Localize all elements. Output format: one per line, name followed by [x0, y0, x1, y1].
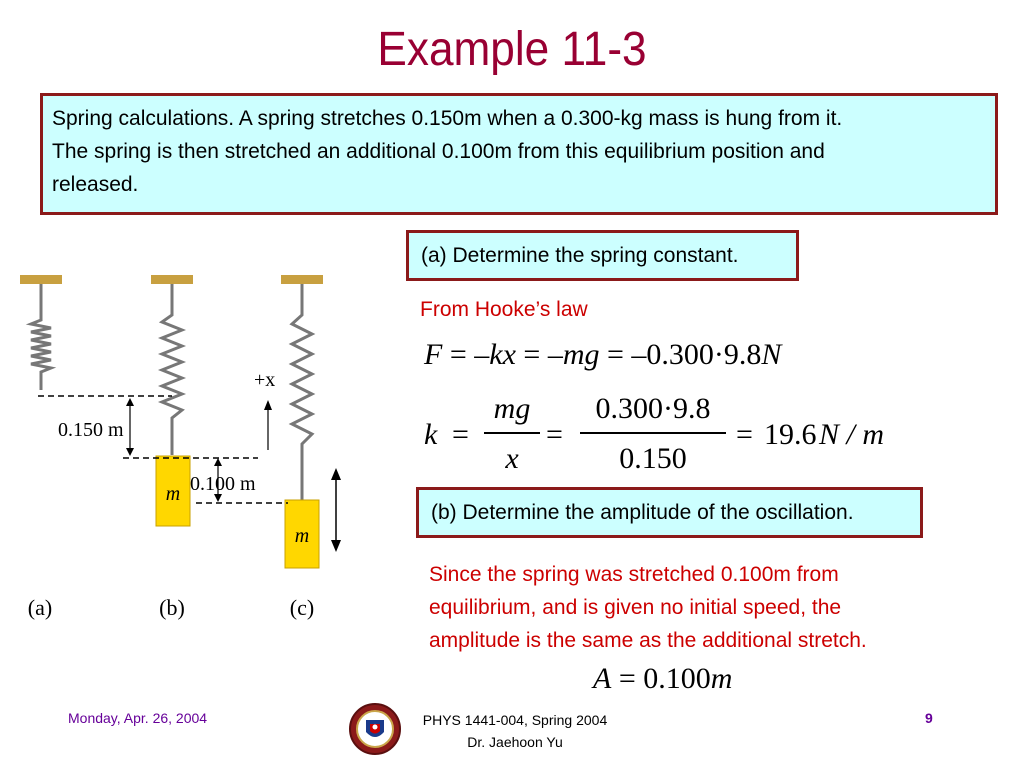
ceiling-c — [281, 275, 323, 284]
spring-figure — [18, 270, 358, 635]
explanation-line-2: equilibrium, and is given no initial speed, the — [429, 596, 842, 619]
explanation-line-3: amplitude is the same as the additional stretch. — [429, 629, 867, 652]
eq1-equals-2: = — [523, 338, 541, 371]
panel-label-c: (c) — [289, 595, 315, 620]
hooke-law-label: From Hooke’s law — [420, 298, 588, 321]
university-seal-logo — [348, 702, 402, 756]
eq1-equals-3: = — [606, 338, 624, 371]
spring-constant-equation — [424, 390, 924, 480]
eq1-kx: –kx — [474, 338, 516, 371]
stretch-0150-label: 0.150 m — [58, 419, 124, 441]
problem-statement-box — [40, 93, 998, 215]
eq1-mg: –mg — [547, 338, 600, 371]
panel-label-b: (b) — [159, 595, 185, 620]
eq1-equals-1: = — [449, 338, 467, 371]
eq1-F: F — [424, 338, 443, 371]
eq2-den2: 0.150 — [619, 442, 687, 475]
oscillation-arrow-up — [331, 468, 341, 480]
eq2-unit: N / m — [819, 418, 885, 451]
stretch-0100-label: 0.100 m — [190, 473, 256, 495]
eq3-equals: = — [618, 662, 636, 695]
ceiling-b — [151, 275, 193, 284]
mass-c-label: m — [294, 525, 310, 547]
oscillation-arrow-down — [331, 540, 341, 552]
spring-c — [292, 284, 312, 500]
spring-a — [31, 284, 51, 390]
dim-0150-arrow-up — [126, 398, 134, 406]
dim-0100-arrow-up — [214, 458, 222, 466]
eq1-value: –0.300·9.8 — [631, 338, 762, 371]
page-number: 9 — [925, 710, 933, 726]
x-axis-label: +x — [254, 369, 276, 391]
footer-course-info — [405, 709, 625, 753]
eq3-unit: m — [710, 662, 733, 695]
footer-date: Monday, Apr. 26, 2004 — [68, 710, 208, 726]
problem-line-1: Spring calculations. A spring stretches 0.150m when a 0.300-kg mass is hung from it. — [52, 107, 843, 130]
footer-course: PHYS 1441-004, Spring 2004 — [422, 712, 608, 728]
eq3-value: 0.100 — [643, 662, 711, 695]
footer-instructor: Dr. Jaehoon Yu — [467, 734, 563, 750]
eq2-num2: 0.300·9.8 — [595, 392, 711, 425]
eq2-fraction-line-1 — [484, 432, 540, 434]
dim-0100-arrow-down — [214, 494, 222, 502]
eq2-num1: mg — [493, 392, 531, 425]
eq3-A: A — [593, 662, 612, 695]
explanation-line-1: Since the spring was stretched 0.100m from — [429, 563, 839, 586]
problem-line-3: released. — [52, 173, 139, 196]
eq2-k: k — [424, 418, 438, 451]
slide-title: Example 11-3 — [377, 23, 647, 76]
question-b-box: (b) Determine the amplitude of the oscillation. — [416, 487, 923, 538]
dim-0150-arrow-down — [126, 448, 134, 456]
amplitude-equation — [593, 662, 732, 696]
hooke-equation — [424, 338, 781, 372]
x-axis-arrow — [264, 400, 272, 410]
eq2-equals-2: = — [546, 418, 563, 451]
eq2-den1: x — [505, 442, 519, 475]
ceiling-a — [20, 275, 62, 284]
eq2-equals-3: = — [736, 418, 753, 451]
spring-b — [162, 284, 182, 455]
eq2-result: 19.6 — [764, 418, 817, 451]
mass-b-label: m — [165, 483, 181, 505]
eq2-fraction-line-2 — [580, 432, 726, 434]
amplitude-explanation — [429, 558, 867, 657]
question-a-box: (a) Determine the spring constant. — [406, 230, 799, 281]
eq2-equals-1: = — [452, 418, 469, 451]
problem-line-2: The spring is then stretched an additional 0.100m from this equilibrium position and — [52, 140, 825, 163]
eq1-unit: N — [761, 338, 782, 371]
panel-label-a: (a) — [27, 595, 53, 620]
